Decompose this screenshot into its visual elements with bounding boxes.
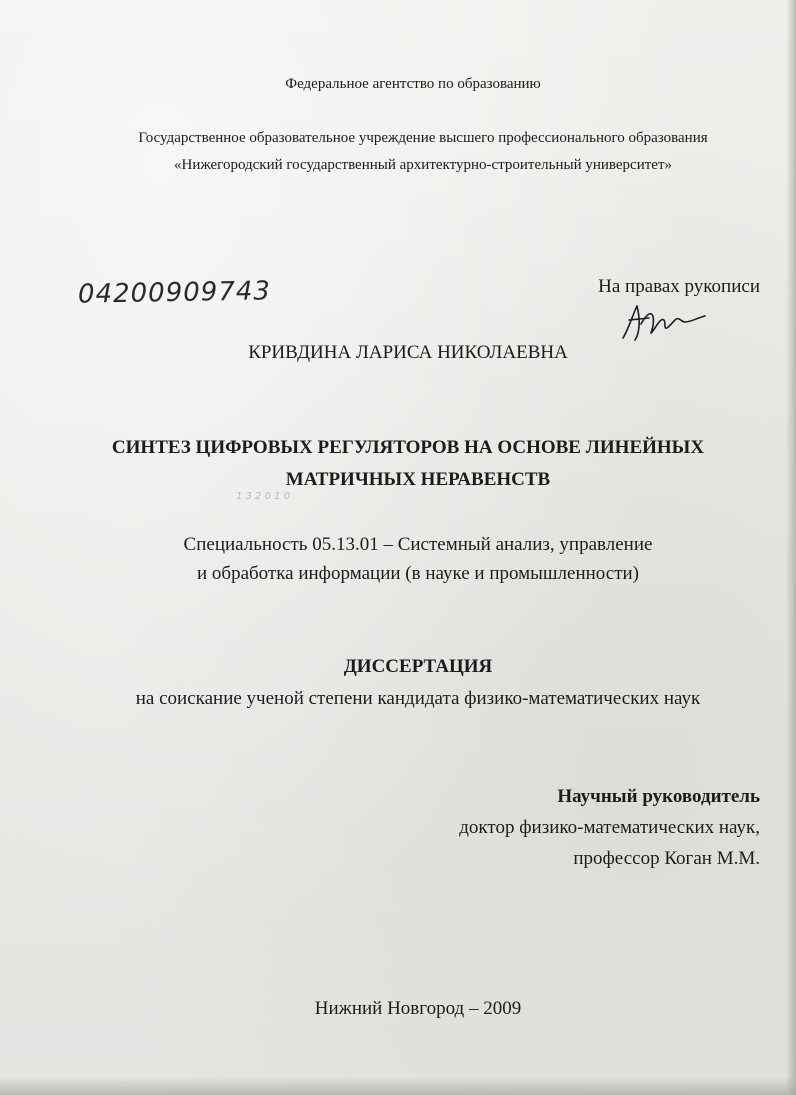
city-year: Нижний Новгород – 2009 bbox=[314, 998, 522, 1019]
specialty-line-2: и обработка информации (в науке и промышленности) bbox=[196, 563, 640, 584]
page-edge-shadow-bottom bbox=[0, 1077, 796, 1095]
agency-name: Федеральное агентство по образованию bbox=[285, 76, 541, 92]
signature-icon bbox=[615, 300, 710, 345]
handwritten-registration-number: 04200909743 bbox=[77, 276, 272, 310]
specialty-line-1: Специальность 05.13.01 – Системный анализ, управление bbox=[183, 534, 653, 555]
dissertation-label: ДИССЕРТАЦИЯ bbox=[343, 656, 493, 677]
institution-line-1: Государственное образовательное учреждение высшего профессионального образования bbox=[138, 130, 708, 146]
manuscript-rights-label: На правах рукописи bbox=[598, 276, 760, 297]
supervisor-name: профессор Коган М.М. bbox=[573, 848, 760, 869]
supervisor-label: Научный руководитель bbox=[557, 786, 760, 807]
faint-stamp-mark: 1 3 2 0 1 0 bbox=[236, 491, 291, 502]
institution-line-2: «Нижегородский государственный архитектурно-строительный университет» bbox=[173, 157, 673, 173]
title-line-2: МАТРИЧНЫХ НЕРАВЕНСТВ bbox=[285, 469, 551, 490]
author-name: КРИВДИНА ЛАРИСА НИКОЛАЕВНА bbox=[248, 342, 568, 363]
dissertation-degree: на соискание ученой степени кандидата физико-математических наук bbox=[135, 688, 701, 709]
supervisor-degree: доктор физико-математических наук, bbox=[459, 817, 760, 838]
title-line-1: СИНТЕЗ ЦИФРОВЫХ РЕГУЛЯТОРОВ НА ОСНОВЕ ЛИНЕЙНЫХ bbox=[111, 437, 705, 458]
